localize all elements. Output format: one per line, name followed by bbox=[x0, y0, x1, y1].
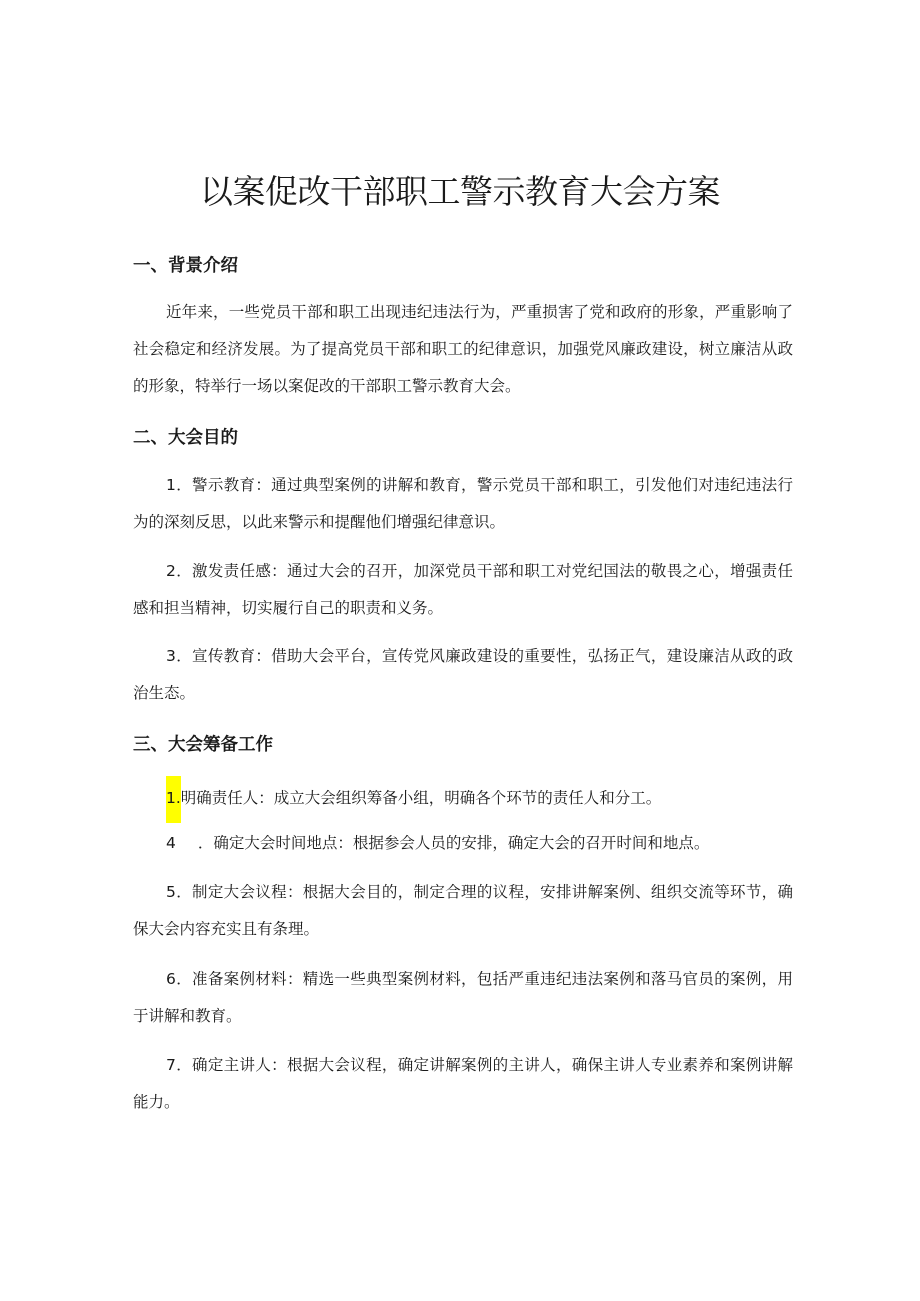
preparation-item-7 bbox=[133, 1047, 793, 1121]
purpose-item-1 bbox=[133, 467, 793, 541]
section-heading-purpose: 二、大会目的 bbox=[133, 428, 238, 448]
item-text: 明确责任人：成立大会组织筹备小组，明确各个环节的责任人和分工。 bbox=[180, 789, 662, 807]
preparation-item-6 bbox=[133, 961, 793, 1035]
item-number: 5 bbox=[166, 883, 176, 901]
item-text: ．准备案例材料：精选一些典型案例材料，包括严重违纪违法案例和落马官员的案例，用于讲解和教育。 bbox=[133, 970, 793, 1025]
item-text: ．确定大会时间地点：根据参会人员的安排，确定大会的召开时间和地点。 bbox=[197, 834, 710, 852]
item-text: ．宣传教育：借助大会平台，宣传党风廉政建设的重要性，弘扬正气，建设廉洁从政的政治生态。 bbox=[133, 647, 793, 702]
item-text: ．确定主讲人：根据大会议程，确定讲解案例的主讲人，确保主讲人专业素养和案例讲解能力。 bbox=[133, 1056, 793, 1111]
item-text: ．制定大会议程：根据大会目的，制定合理的议程，安排讲解案例、组织交流等环节，确保大会内容充实且有条理。 bbox=[133, 883, 793, 938]
document-title: 以案促改干部职工警示教育大会方案 bbox=[200, 172, 720, 211]
section-heading-background: 一、背景介绍 bbox=[133, 256, 238, 276]
preparation-item-1 bbox=[133, 776, 793, 823]
item-number: 2 bbox=[166, 562, 176, 580]
section-heading-preparation: 三、大会筹备工作 bbox=[133, 735, 273, 755]
preparation-item-4 bbox=[133, 825, 793, 862]
preparation-item-5 bbox=[133, 874, 793, 948]
background-paragraph: 近年来，一些党员干部和职工出现违纪违法行为，严重损害了党和政府的形象，严重影响了社会稳定和经济发展。为了提高党员干部和职工的纪律意识，加强党风廉政建设，树立廉洁从政的形象，特举行一场以案促改的干部职工警示教育大会。 bbox=[133, 303, 793, 395]
item-number: 7 bbox=[166, 1056, 176, 1074]
item-number: 4 bbox=[166, 834, 176, 852]
item-number: 1 bbox=[166, 476, 176, 494]
item-number: 6 bbox=[166, 970, 176, 988]
item-text: ．激发责任感：通过大会的召开，加深党员干部和职工对党纪国法的敬畏之心，增强责任感和担当精神，切实履行自己的职责和义务。 bbox=[133, 562, 793, 617]
purpose-item-2 bbox=[133, 553, 793, 627]
item-text: ．警示教育：通过典型案例的讲解和教育，警示党员干部和职工，引发他们对违纪违法行为的深刻反思，以此来警示和提醒他们增强纪律意识。 bbox=[133, 476, 793, 531]
item-number-highlighted: 1. bbox=[166, 776, 181, 823]
item-number: 3 bbox=[166, 647, 176, 665]
purpose-item-3 bbox=[133, 638, 793, 712]
